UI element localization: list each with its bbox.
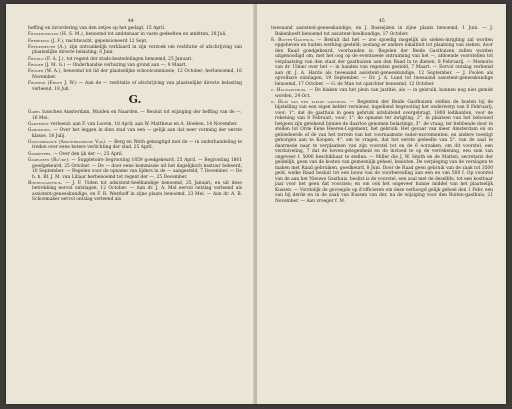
index-entry — [28, 57, 242, 63]
index-entry — [271, 26, 493, 37]
index-entry — [28, 32, 242, 38]
index-entry — [28, 128, 242, 139]
entry-heading: Gabel — [28, 110, 41, 116]
entry-text: zijn ontvankelijk verklaard in zijn verzoek om restitutie of afschrijving van plaatselijke directe belasting, 6 Juni. — [32, 44, 242, 56]
entry-heading: Fröger (J. M. G.) — [28, 62, 66, 68]
entry-heading: Frankenmolen (H. S. M.), — [28, 32, 85, 38]
index-entry — [271, 100, 493, 205]
index-entry — [28, 122, 242, 128]
index-entry — [271, 38, 493, 88]
index-entry — [28, 45, 242, 56]
entry-text: benoemd tot ambtenaar in vaste gedeelten en ambtten, 28 Juli. — [85, 32, 227, 38]
entry-heading: Gagement — [28, 121, 49, 127]
right-page-text — [271, 26, 493, 205]
entry-heading: 8. Buiten-Gasthuis. — [271, 37, 315, 43]
book-spread — [6, 4, 506, 404]
entry-heading: Fröger (W. A.), — [28, 69, 62, 75]
index-entry — [28, 63, 242, 69]
index-entry — [28, 158, 242, 180]
index-entry — [28, 181, 242, 203]
entry-text: — Besluit dat het — zoo spoedig mogelijk als sieken-inrigting zal worden opgeheven en buiten werking gesteld; zoolang er andere lokaliteit tot plaatsing van zieken, door den Raad goedgekeurd, voorhanden is. Regelen der Beide Gasthuizen zullen worden uitgenoodigd om, met het oog op de eventueele ontruiming van het —, afdoende voorstellen tot verplaatsing van den staat der gasthuizen aan den Raad in te dienen, 8 Februarij. — Memorie van dr. Ulmer over het — in handen van regenten gesteld, 7 Maart. — Eervol ontslag verleend aan dr. J. A. Hardo als tweeaand assistent-geneeskundige, 12 September. — J. Poolen als opvolbare ontslagen, 19 September. — Dr. J. A. Lund tot tweeaand assistent-geneeskundige benoemd, 17 October. — G. de Man tot opzichter benoemd, 12 October. — [275, 37, 493, 87]
index-entry — [271, 88, 493, 99]
entry-text: tusschen Amsterdam, Muiden en Naarden. — Besluit tot wijziging der heffing van de —, 16 Mei. — [32, 110, 242, 121]
index-entry — [28, 39, 242, 45]
entry-text: heffing en invordering van den zetjes op het gedagt, 15 April. — [28, 26, 166, 31]
index-entry — [28, 26, 242, 32]
entry-text: — De blaken van het plein van justitie, als — in gebruik, kunnen nog niet gemist worden, 24 Oct. — [275, 88, 493, 99]
left-page-text — [28, 26, 242, 204]
entry-text: benoemd tot lid der plaatselijke schoolcommissie, 12 October; herbenoemd, 16 November. — [32, 69, 242, 80]
index-entry — [28, 152, 242, 158]
entry-text: tot regent der stads-bestedelingen benoemd, 25 Januari. — [66, 56, 193, 62]
entry-heading: Frowein (Erven J. W.) — [28, 81, 77, 87]
entry-text: verleend: aan F. van Loovin, 18 April; aan W. Mattheus en A. Hoeben, 14 November. — [50, 121, 238, 127]
right-page — [257, 4, 506, 404]
index-entry — [28, 110, 242, 121]
entry-text: — Over het leggen in dien stad van een — gelijk aan dat neer vorming der eerste klasse, 18 Julij. — [32, 128, 242, 139]
entry-text: — Berg en Woth gemagtigd met de — in onderhandeling te treden over eene betere verlichting der stad, 25 April. — [32, 139, 242, 151]
entry-text: — Regenten der Beide Gasthuizen stellen de kosten bij de bijstelling van een eigen kelder vernieuw, ingediend begrooting het onderwerp van 8 Februarij, voor; 1°. dat de gasthuis in geen gebruik uitsluitend overgebragt, 1800 ledikanten, voor de rekening van 8 Februari, voor; 1°. de opname ter inrigting; 2°. in plaatsen van het bebouwd hetgeen zijn getekend binnen de daartoe genomen belastings, 3°. de vraag, ter hebbende door te stellen tot Orde Eene Heeren-Logement, het gebruik: Het gevaar van meer Amsterdam en on gebiedeerde of de van het terrein van het voornaamste vader-excrementen, en andere toestigt geborgen aan te Koopen, 4°. om te vragen, dat het eerste gedeelte van 5°. van de zaal te daarmede naar te verplaatsen van zijn voorstel tot en de 6 oorzaken, om dit voorstel, een verduiveling, 7 dat de boven-gelegenheid en de invloed te op de verrekening, een som van ongeveer f. 5000 beschikbaar te stellen. — Miller die J. W. Smith en de Matten, secretaris der geldelijk, geen van de kosten van gemeenlijk geheel, besloten. De verpleging van de verslagen te maken met Raad gebruiken, goedkeurd, 8 Juni. Door de Raad geen gebruik van de zaak tot 3500 geld, welke Raad besluit tot een bouw van de voorbereiding aan een en van 500 f. Op voorstel van de aan het Nieuwe Gasthuis, beslist is de voorstel, een zaal met de dezelfde, tot een kostbaar jaar voor het geen dat voorzien; en om ook het ongeveer hunne middel van het plaatselijk Kussen. — Vorstelijk de gevoegde op d'officieren om deze verhoogd gelijk geheel den 1 Febr. een van bij derde en in de zaak van Kussen van der, na de wijziging voor den Buiten-gasthuis, 21 November. — Aan vroeger f. M. — [275, 99, 493, 204]
entry-text: nachtwacht, gepensioneerd 12 Sept. — [65, 38, 148, 44]
entry-heading: Fritzlo (F. A. J.), — [28, 56, 66, 62]
entry-heading: Binnengasthuis. — [28, 180, 63, 186]
entry-heading: Fredeking (J. F.), — [28, 38, 65, 44]
section-heading: G. — [128, 93, 142, 107]
index-entry — [28, 81, 242, 92]
entry-heading: Frenkemeyer (A.), — [28, 44, 68, 50]
entry-text: — J. F. Uiden tot adsistent-heelkundige benoemd, 25 Januari; en uit dese betrekking eervol ontslagen, 12 October. — Aan dr. J. A. Mol eervol ontslag verleend als assistent-geneeskundige, en F. R. Westhoff in zijne plaats benoemd, 23 Mei. — Aan dr. A. B. Schoemaker eervol ontslag verleend als — [32, 180, 242, 203]
entry-heading: Garnizoen. — [28, 128, 52, 134]
right-page-number: 45 — [379, 19, 385, 24]
entry-heading: c. Hulpgasthuis. — [271, 88, 307, 94]
entry-heading: Gasmeters. — [28, 151, 52, 157]
entry-heading: Gasbuizen (Ro'ide). — [28, 158, 70, 164]
left-page-number: 44 — [128, 19, 134, 24]
left-page — [6, 4, 255, 404]
entry-text: tweeaand assistent-geneeskundige, en J. Bassejizen in zijne plaats benoemd, 1 Juni. — J. Bakenhoeft benoemd tot assistent-heelkundige, 17 October. — [271, 26, 493, 37]
entry-text: — Onderhandse verhuring van grond aan —, 9 Maart. — [66, 62, 187, 68]
index-entry — [28, 140, 242, 151]
entry-text: — Aan de — restitutie of afschrijving van plaatselijke directe belasting verleend, 18 Juli. — [32, 81, 242, 92]
entry-text: — Over den ijk der —, 25 April. — [53, 151, 124, 157]
entry-heading: d. Huis van een kleine gasthuis. — [271, 99, 347, 105]
index-entry — [28, 69, 242, 80]
entry-text: — Suppletoire begrooting 1859 goedgekeurd, 25 April. — Begrooting 1861 goedgekeurd, 25 October. — De — door eene kommissie uit het dagelijksch bestuur beheerd, 10 September. — Regelen voor de opname van lijders in de — aangesteld, 7 December. — De h. h. Rf. J. M. van Lillaar herbenoemd tot regent der —, 25 December. — [32, 158, 243, 180]
entry-heading: Gascompagnie (Amsterdamsche Vijs). — [28, 139, 107, 145]
